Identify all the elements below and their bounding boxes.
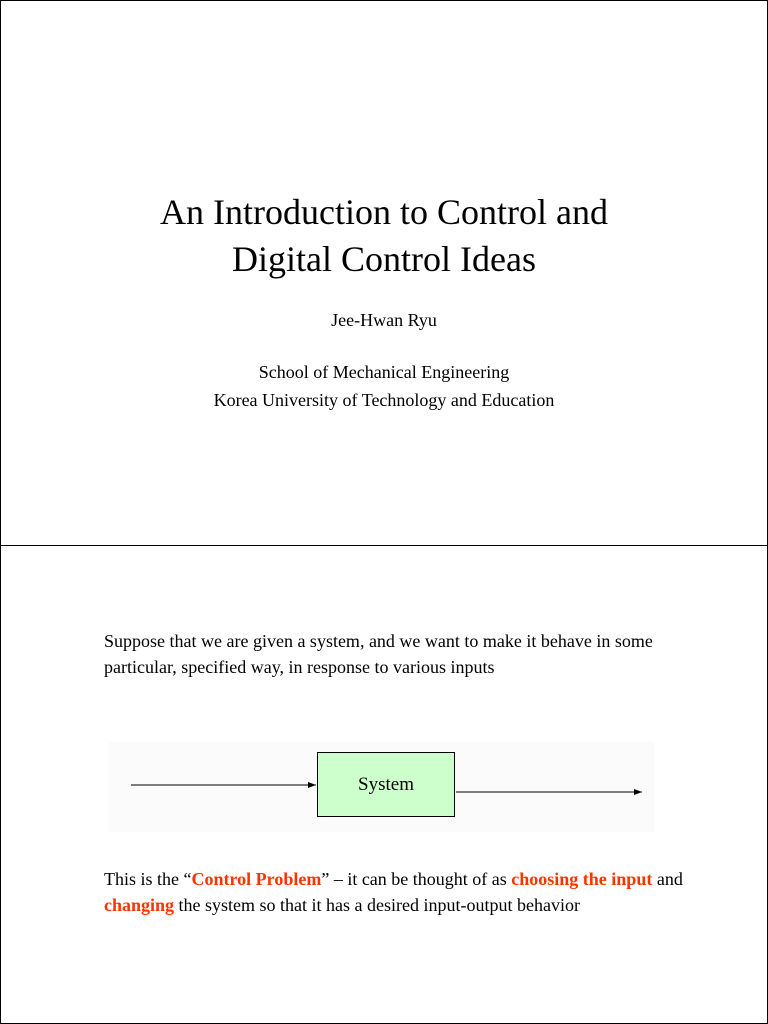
system-box-label: System [358, 773, 414, 795]
highlight-control-problem: Control Problem [191, 869, 322, 889]
control-problem-paragraph [104, 866, 684, 918]
paragraph-text-4: the system so that it has a desired input-output behavior [174, 895, 580, 915]
paragraph-text-1: This is the “ [104, 869, 192, 889]
highlight-changing: changing [104, 895, 175, 915]
affiliation-line-2: Korea University of Technology and Education [213, 390, 555, 410]
affiliation [1, 358, 767, 414]
slide-title [1, 189, 767, 283]
system-box [317, 752, 455, 817]
title-line-2: Digital Control Ideas [232, 239, 536, 279]
paragraph-text-3: and [652, 869, 683, 889]
author-name: Jee-Hwan Ryu [331, 310, 437, 330]
title-line-1: An Introduction to Control and [160, 192, 608, 232]
highlight-choosing-input: choosing the input [511, 869, 653, 889]
system-diagram [109, 742, 654, 832]
intro-paragraph: Suppose that we are given a system, and we want to make it behave in some particular, specified way, in response to various inputs [104, 631, 653, 677]
paragraph-text-2: ” – it can be thought of as [321, 869, 512, 889]
affiliation-line-1: School of Mechanical Engineering [258, 362, 510, 382]
slide-2 [0, 545, 768, 1024]
